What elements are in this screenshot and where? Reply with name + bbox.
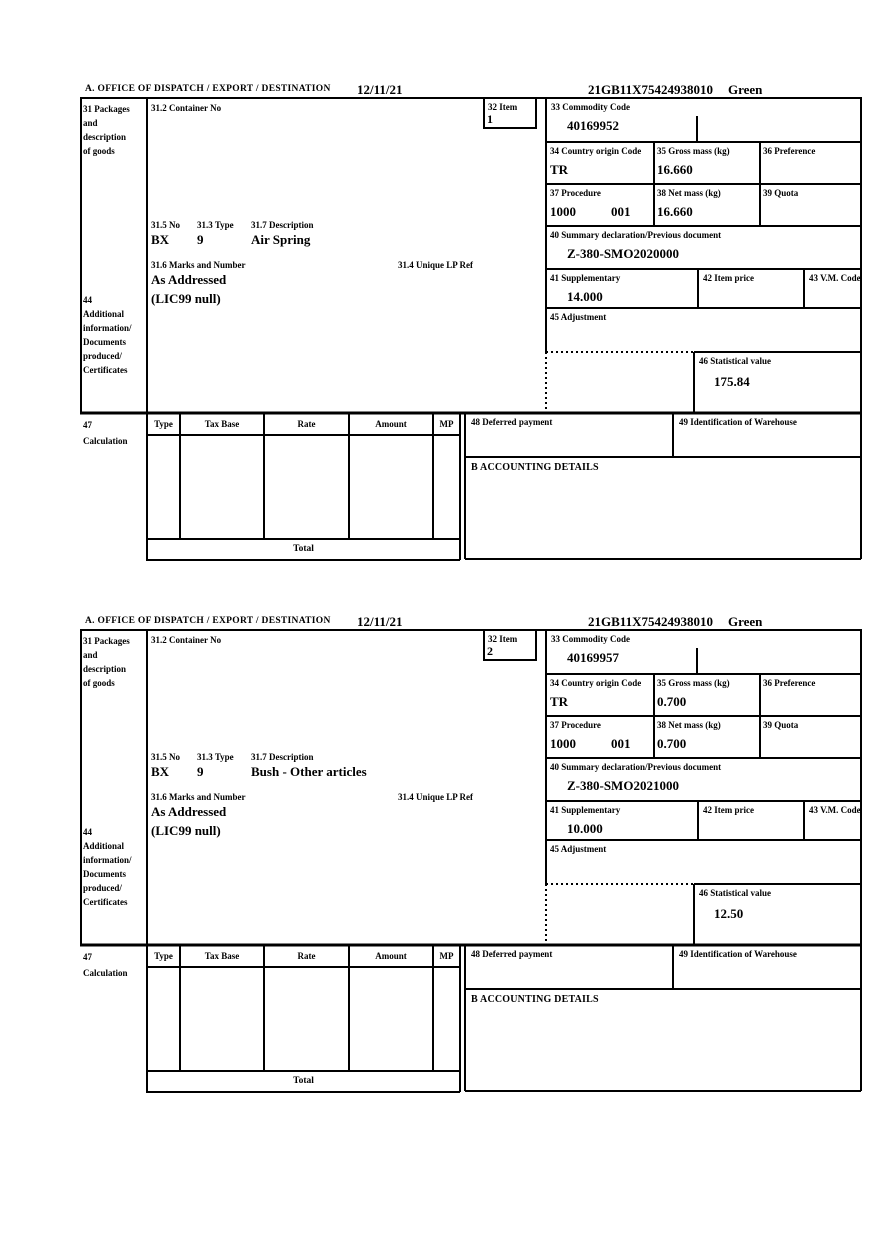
routing-status: Green bbox=[728, 614, 763, 629]
vm-code-label: 43 V.M. Code bbox=[809, 805, 861, 815]
packages-no-value: BX bbox=[151, 764, 170, 779]
description-label: 31.7 Description bbox=[251, 752, 314, 762]
marks-number-value: As Addressed bbox=[151, 272, 227, 287]
country-origin-label: 34 Country origin Code bbox=[550, 146, 642, 156]
calc-header-type: Type bbox=[154, 419, 173, 429]
procedure-additional-value: 001 bbox=[611, 736, 631, 751]
container-no-label: 31.2 Container No bbox=[151, 635, 222, 645]
packages-no-label: 31.5 No bbox=[151, 752, 180, 762]
item-price-label: 42 Item price bbox=[703, 805, 754, 815]
box47-label: 47 Calculation bbox=[83, 420, 128, 446]
description-label: 31.7 Description bbox=[251, 220, 314, 230]
warehouse-id-label: 49 Identification of Warehouse bbox=[679, 417, 797, 427]
calc-header-rate: Rate bbox=[297, 419, 316, 429]
country-origin-value: TR bbox=[550, 162, 569, 177]
gross-mass-value: 16.660 bbox=[657, 162, 693, 177]
calc-header-amount: Amount bbox=[375, 419, 407, 429]
additional-information-value: (LIC99 null) bbox=[151, 291, 221, 306]
adjustment-label: 45 Adjustment bbox=[550, 844, 607, 854]
unique-lp-ref-label: 31.4 Unique LP Ref bbox=[398, 792, 474, 802]
office-of-dispatch-label: A. OFFICE OF DISPATCH / EXPORT / DESTINATION bbox=[85, 616, 331, 626]
procedure-label: 37 Procedure bbox=[550, 188, 601, 198]
goods-description-value: Air Spring bbox=[251, 232, 311, 247]
movement-reference-number: 21GB11X75424938010 bbox=[588, 82, 713, 97]
gross-mass-label: 35 Gross mass (kg) bbox=[657, 678, 730, 688]
calc-total-label: Total bbox=[293, 1076, 314, 1086]
accounting-details-label: B ACCOUNTING DETAILS bbox=[471, 462, 599, 473]
calc-total-label: Total bbox=[293, 544, 314, 554]
country-origin-label: 34 Country origin Code bbox=[550, 678, 642, 688]
calc-header-type: Type bbox=[154, 951, 173, 961]
item-1-section bbox=[80, 80, 862, 562]
marks-number-label: 31.6 Marks and Number bbox=[151, 260, 246, 270]
packages-type-label: 31.3 Type bbox=[197, 752, 234, 762]
packages-no-value: BX bbox=[151, 232, 170, 247]
calc-header-amount: Amount bbox=[375, 951, 407, 961]
net-mass-value: 16.660 bbox=[657, 204, 693, 219]
marks-number-value: As Addressed bbox=[151, 804, 227, 819]
commodity-code-value: 40169952 bbox=[567, 118, 619, 133]
preference-label: 36 Preference bbox=[763, 146, 816, 156]
movement-reference-number: 21GB11X75424938010 bbox=[588, 614, 713, 629]
previous-document-label: 40 Summary declaration/Previous document bbox=[550, 762, 722, 772]
calc-header-mp: MP bbox=[439, 419, 454, 429]
deferred-payment-label: 48 Deferred payment bbox=[471, 417, 553, 427]
office-of-dispatch-label: A. OFFICE OF DISPATCH / EXPORT / DESTINATION bbox=[85, 84, 331, 94]
previous-document-value: Z-380-SMO2020000 bbox=[567, 246, 679, 261]
container-no-label: 31.2 Container No bbox=[151, 103, 222, 113]
supplementary-value: 14.000 bbox=[567, 289, 603, 304]
adjustment-label: 45 Adjustment bbox=[550, 312, 607, 322]
previous-document-label: 40 Summary declaration/Previous document bbox=[550, 230, 722, 240]
supplementary-value: 10.000 bbox=[567, 821, 603, 836]
calc-header-mp: MP bbox=[439, 951, 454, 961]
gross-mass-value: 0.700 bbox=[657, 694, 687, 709]
statistical-value: 12.50 bbox=[714, 906, 744, 921]
marks-number-label: 31.6 Marks and Number bbox=[151, 792, 246, 802]
net-mass-label: 38 Net mass (kg) bbox=[657, 720, 721, 730]
statistical-value-label: 46 Statistical value bbox=[699, 356, 771, 366]
form-grid-lines bbox=[80, 80, 862, 562]
box44-label: 44 Additional information/ Documents produced/ Certificates bbox=[83, 295, 132, 375]
item-number-value: 2 bbox=[487, 644, 493, 658]
calc-header-tax-base: Tax Base bbox=[204, 951, 240, 961]
procedure-label: 37 Procedure bbox=[550, 720, 601, 730]
vm-code-label: 43 V.M. Code bbox=[809, 273, 861, 283]
header-date: 12/11/21 bbox=[357, 614, 403, 629]
calc-header-tax-base: Tax Base bbox=[204, 419, 240, 429]
accounting-details-label: B ACCOUNTING DETAILS bbox=[471, 994, 599, 1005]
quota-label: 39 Quota bbox=[763, 188, 799, 198]
gross-mass-label: 35 Gross mass (kg) bbox=[657, 146, 730, 156]
box31-label: 31 Packages and description of goods bbox=[83, 104, 130, 156]
header-date: 12/11/21 bbox=[357, 82, 403, 97]
additional-information-value: (LIC99 null) bbox=[151, 823, 221, 838]
form-grid-lines bbox=[80, 612, 862, 1094]
procedure-value: 1000 bbox=[550, 204, 576, 219]
net-mass-label: 38 Net mass (kg) bbox=[657, 188, 721, 198]
box47-label: 47 Calculation bbox=[83, 952, 128, 978]
routing-status: Green bbox=[728, 82, 763, 97]
supplementary-label: 41 Supplementary bbox=[550, 273, 621, 283]
supplementary-label: 41 Supplementary bbox=[550, 805, 621, 815]
goods-description-value: Bush - Other articles bbox=[251, 764, 367, 779]
box44-label: 44 Additional information/ Documents produced/ Certificates bbox=[83, 827, 132, 907]
warehouse-id-label: 49 Identification of Warehouse bbox=[679, 949, 797, 959]
packages-type-label: 31.3 Type bbox=[197, 220, 234, 230]
commodity-code-label: 33 Commodity Code bbox=[551, 102, 630, 112]
commodity-code-value: 40169957 bbox=[567, 650, 619, 665]
calc-header-rate: Rate bbox=[297, 951, 316, 961]
deferred-payment-label: 48 Deferred payment bbox=[471, 949, 553, 959]
item-2-section bbox=[80, 612, 862, 1094]
item-label: 32 Item bbox=[488, 634, 518, 644]
previous-document-value: Z-380-SMO2021000 bbox=[567, 778, 679, 793]
statistical-value-label: 46 Statistical value bbox=[699, 888, 771, 898]
packages-type-value: 9 bbox=[197, 232, 204, 247]
quota-label: 39 Quota bbox=[763, 720, 799, 730]
item-label: 32 Item bbox=[488, 102, 518, 112]
preference-label: 36 Preference bbox=[763, 678, 816, 688]
packages-type-value: 9 bbox=[197, 764, 204, 779]
statistical-value: 175.84 bbox=[714, 374, 750, 389]
country-origin-value: TR bbox=[550, 694, 569, 709]
procedure-additional-value: 001 bbox=[611, 204, 631, 219]
commodity-code-label: 33 Commodity Code bbox=[551, 634, 630, 644]
packages-no-label: 31.5 No bbox=[151, 220, 180, 230]
net-mass-value: 0.700 bbox=[657, 736, 687, 751]
item-price-label: 42 Item price bbox=[703, 273, 754, 283]
procedure-value: 1000 bbox=[550, 736, 576, 751]
item-number-value: 1 bbox=[487, 112, 493, 126]
box31-label: 31 Packages and description of goods bbox=[83, 636, 130, 688]
unique-lp-ref-label: 31.4 Unique LP Ref bbox=[398, 260, 474, 270]
